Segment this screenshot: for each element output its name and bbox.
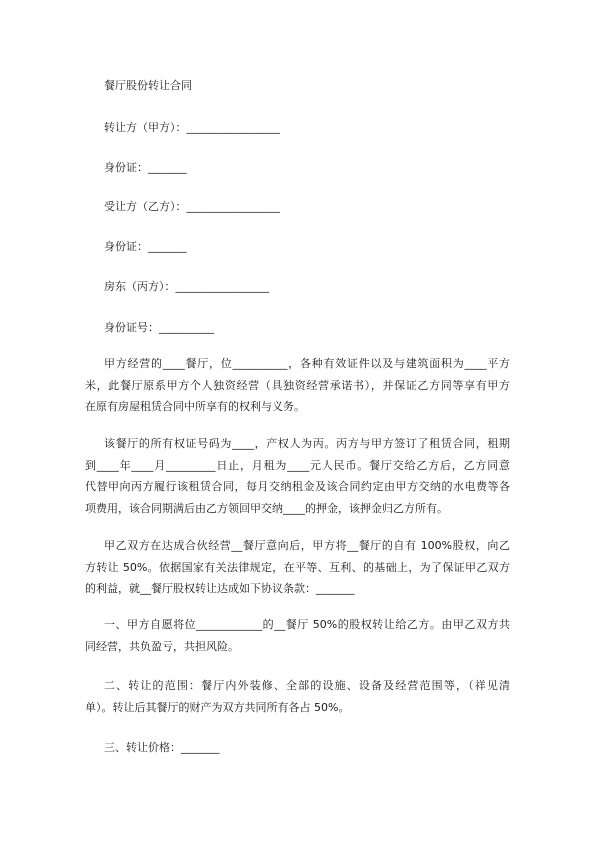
paragraph-line: 米，此餐厅原系甲方个人独资经营（具独资经营承诺书），并保证乙方同等享有甲方 — [85, 378, 510, 392]
party-b-line: 受让方（乙方）：_________________ — [104, 200, 280, 213]
paragraph-line: 到____年____月_________日止，月租为____元人民币。餐厅交给乙方后，乙方同意 — [85, 458, 510, 472]
landlord-line: 房东（丙方）：_________________ — [104, 280, 269, 293]
document-title: 餐厅股份转让合同 — [104, 79, 192, 92]
clause-two — [85, 675, 510, 718]
clause-line: 一、甲方自愿将位____________的__餐厅 50%的股权转让给乙方。由甲乙双方共 — [104, 618, 510, 631]
paragraph-agreement-intro — [85, 535, 510, 600]
landlord-id-line: 身份证号：__________ — [104, 321, 214, 334]
paragraph-line: 该餐厅的所有权证号码为____，产权人为丙。丙方与甲方签订了租赁合同，租期 — [104, 437, 510, 450]
paragraph-line: 甲乙双方在达成合伙经营__餐厅意向后，甲方将__餐厅的自有 100%股权，向乙 — [104, 539, 510, 552]
paragraph-line: 代替甲向丙方履行该租赁合同，每月交纳租金及该合同约定由甲方交纳的水电费等各 — [85, 480, 510, 493]
party-a-id-line: 身份证：_______ — [104, 161, 187, 174]
clause-one — [85, 614, 510, 657]
party-a-line: 转让方（甲方）：_________________ — [104, 121, 280, 134]
paragraph-line: 在原有房屋租赁合同中所享有的权利与义务。 — [85, 400, 305, 413]
paragraph-line: 项费用，该合同期满后由乙方领回甲交纳____的押金，该押金归乙方所有。 — [85, 501, 448, 515]
clause-three: 三、转让价格：_______ — [104, 741, 220, 754]
clause-line: 二、转让的范围：餐厅内外装修、全部的设施、设备及经营范围等，（祥见清 — [104, 679, 510, 692]
paragraph-business-info — [85, 353, 510, 418]
paragraph-line: 甲方经营的____餐厅，位__________，各种有效证件以及与建筑面积为____平方 — [104, 357, 510, 370]
paragraph-lease-info — [85, 433, 510, 519]
clause-line: 同经营，共负盈亏，共担风险。 — [85, 639, 239, 653]
party-b-id-line: 身份证：_______ — [104, 240, 187, 253]
paragraph-line: 的利益，就__餐厅股权转让达成如下协议条款：_______ — [85, 582, 355, 595]
paragraph-line: 方转让 50%。依据国家有关法律规定，在平等、互利、的基础上，为了保证甲乙双方 — [85, 560, 510, 574]
clause-line: 单）。转让后其餐厅的财产为双方共同所有各占 50%。 — [85, 700, 350, 714]
